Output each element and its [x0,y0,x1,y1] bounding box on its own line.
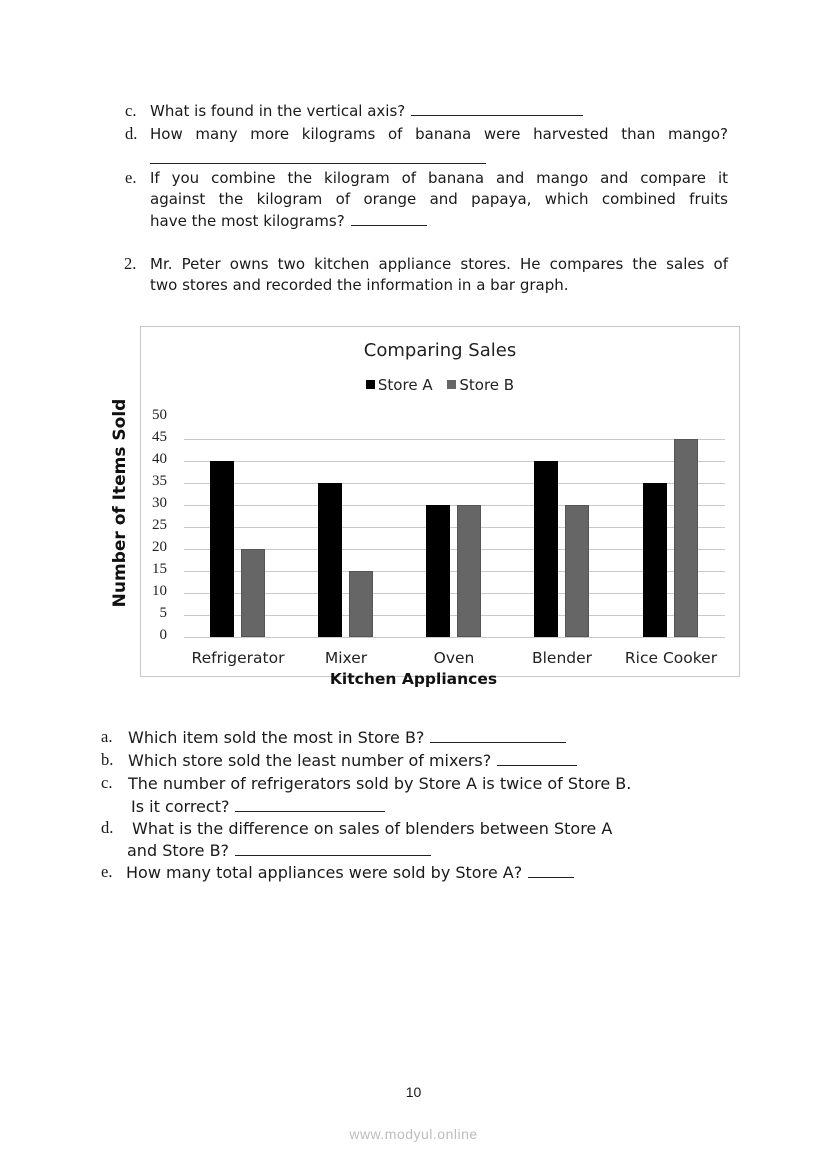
question-letter: a. [101,727,113,746]
y-tick-label: 20 [152,539,167,555]
x-tick-label: Refrigerator [191,649,285,667]
bar-refrigerator-store-b [241,549,265,637]
x-tick-label: Oven [433,649,475,667]
bar-oven-store-b [457,505,481,637]
chart-legend [140,376,740,394]
y-tick-label: 10 [152,583,167,599]
bar-mixer-store-a [318,483,342,637]
question-text: Which item sold the most in Store B? [128,728,425,747]
y-tick-label: 15 [152,561,167,577]
x-axis-label: Kitchen Appliances [329,670,498,688]
question-text: What is found in the vertical axis? [150,102,406,120]
question-letter: d. [101,818,114,837]
x-tick-label: Blender [531,649,593,667]
bar-rice-cooker-store-a [643,483,667,637]
watermark: www.modyul.online [349,1126,478,1142]
answer-blank[interactable] [351,211,427,226]
y-tick-label: 45 [152,429,167,445]
bar-mixer-store-b [349,571,373,637]
answer-blank[interactable] [528,863,574,878]
bar-refrigerator-store-a [210,461,234,637]
legend-swatch-store-b [447,380,456,389]
y-tick-label: 35 [152,473,167,489]
question-text: Which store sold the least number of mixers? [128,751,492,770]
question-letter: e. [125,168,137,187]
bar-blender-store-b [565,505,589,637]
legend-label: Store B [459,376,515,394]
question-text-line3: have the most kilograms? [150,212,345,230]
bar-blender-store-a [534,461,558,637]
question-letter: c. [101,773,113,792]
question-text: How many more kilograms of banana were harvested than mango? [150,125,728,143]
question-text-line1: If you combine the kilogram of banana and mango and compare it [150,169,728,187]
legend-swatch-store-a [366,380,375,389]
question-text: How many total appliances were sold by Store A? [126,863,523,882]
gridline [184,439,725,440]
answer-blank[interactable] [497,751,577,766]
question-letter: c. [125,101,137,120]
bar-rice-cooker-store-b [674,439,698,637]
y-tick-label: 30 [152,495,167,511]
y-tick-label: 5 [159,605,167,621]
gridline [184,461,725,462]
answer-blank[interactable] [235,797,385,812]
legend-label: Store A [377,376,433,394]
answer-blank[interactable] [150,163,486,164]
answer-blank[interactable] [430,728,566,743]
y-axis-label: Number of Items Sold [110,398,130,608]
gridline [184,637,725,638]
y-tick-label: 0 [159,627,167,643]
y-tick-label: 50 [152,407,167,423]
bar-oven-store-a [426,505,450,637]
question-letter: d. [125,124,138,143]
question-text-line2: and Store B? [127,841,230,860]
problem-text-line1: Mr. Peter owns two kitchen appliance stores. He compares the sales of [150,255,728,273]
answer-blank[interactable] [235,841,431,856]
question-letter: e. [101,862,113,881]
problem-text-line2: two stores and recorded the information in a bar graph. [150,276,569,294]
legend-item-store-b [447,376,514,394]
y-tick-label: 25 [152,517,167,533]
chart-title: Comparing Sales [363,340,517,361]
problem-number: 2. [124,254,137,273]
answer-blank[interactable] [411,101,583,116]
question-text-line1: The number of refrigerators sold by Store A is twice of Store B. [128,774,632,793]
question-text-line1: What is the difference on sales of blenders between Store A [132,819,613,838]
y-tick-label: 40 [152,451,167,467]
x-tick-label: Mixer [324,649,368,667]
question-letter: b. [101,750,114,769]
question-text-line2: Is it correct? [131,797,230,816]
legend-item-store-a [366,376,433,394]
question-text-line2: against the kilogram of orange and papaya, which combined fruits [150,190,728,208]
x-tick-label: Rice Cooker [624,649,718,667]
page-number: 10 [405,1084,422,1100]
